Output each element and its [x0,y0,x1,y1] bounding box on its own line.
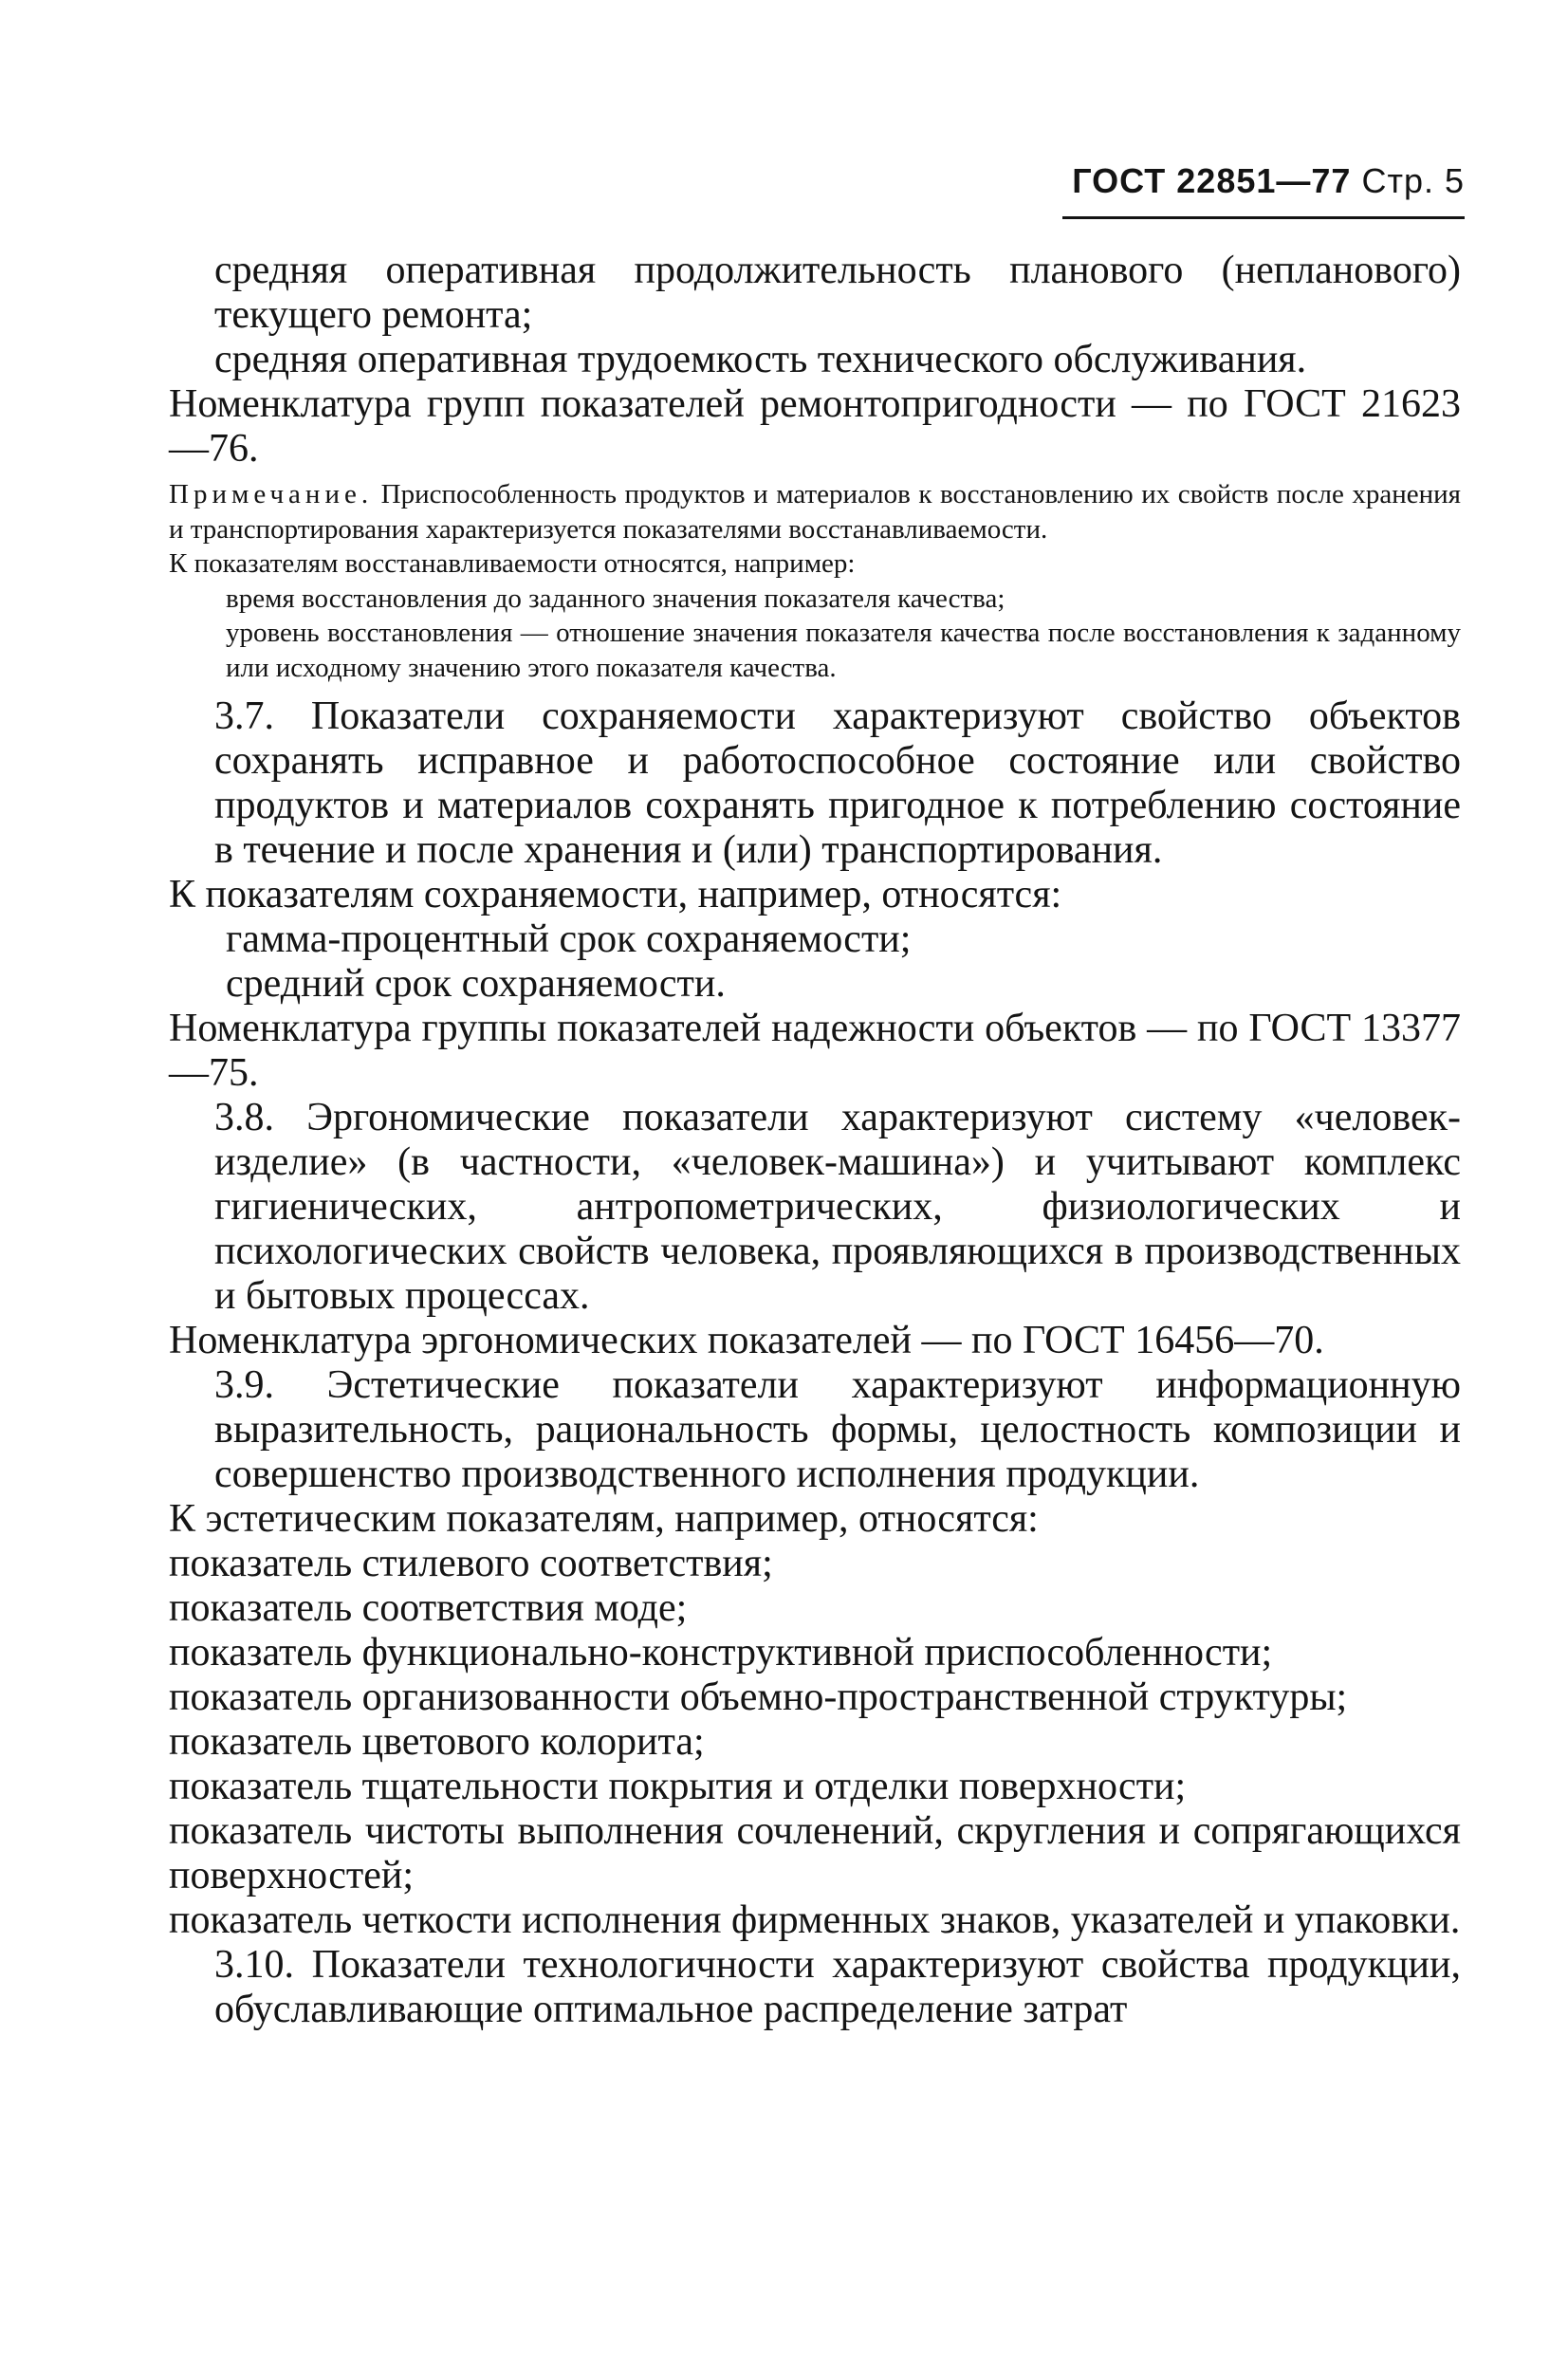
note-paragraph: К показателям восстанавливаемости относятся, например: [169,548,856,579]
list-item: показатель функционально-конструктивной приспособленности; [169,1631,1273,1675]
list-item: показатель стилевого соответствия; [169,1542,773,1585]
page-number: Стр. 5 [1361,161,1465,200]
paragraph: Номенклатура эргономических показателей — по ГОСТ 16456—70. [169,1319,1324,1362]
note-list-item: уровень восстановления — отношение значения показателя качества после восстановления к заданному или исходному значению этого показателя качества. [226,618,1461,683]
list-item: показатель чистоты выполнения сочленений, скругления и сопрягающихся поверхностей; [169,1809,1461,1897]
header-divider [1062,216,1465,219]
section-3-9: 3.9. Эстетические показатели характеризуют информационную выразительность, рациональность формы, целостность композиции и совершенство производственного исполнения продукции. [214,1363,1461,1496]
note-list-item: время восстановления до заданного значения показателя качества; [226,583,1005,614]
note-label: Примечание. [169,479,374,509]
note-text: Приспособленность продуктов и материалов к восстановлению их свойств после хранения и транспортирования характеризуется показателями восстанавливаемости. [169,479,1462,545]
paragraph: средняя оперативная продолжительность планового (непланового) текущего ремонта; [214,249,1461,337]
list-item: показатель соответствия моде; [169,1586,688,1630]
document-body [169,249,1461,2032]
list-item: гамма-процентный срок сохраняемости; [226,917,912,961]
list-item: средний срок сохраняемости. [226,962,726,1006]
paragraph: К показателям сохраняемости, например, относятся: [169,873,1062,916]
note-paragraph [169,477,1461,546]
section-3-10: 3.10. Показатели технологичности характеризуют свойства продукции, обуславливающие оптимальное распределение затрат [214,1943,1461,2031]
paragraph: К эстетическим показателям, например, относятся: [169,1497,1039,1541]
section-3-8: 3.8. Эргономические показатели характеризуют систему «человек-изделие» (в частности, «человек-машина») и учитывают комплекс гигиенических, антропометрических, физиологических и психологических свойств человека, проявляющихся в производственных и бытовых процессах. [214,1096,1461,1318]
paragraph: Номенклатура групп показателей ремонтопригодности — по ГОСТ 21623—76. [169,382,1461,471]
paragraph: Номенклатура группы показателей надежности объектов — по ГОСТ 13377—75. [169,1007,1461,1095]
section-3-7: 3.7. Показатели сохраняемости характеризуют свойство объектов сохранять исправное и работоспособное состояние или свойство продуктов и материалов сохранять пригодное к потреблению состояние в течение и после хранения и (или) транспортирования. [214,694,1461,872]
list-item: показатель четкости исполнения фирменных знаков, указателей и упаковки. [169,1898,1461,1942]
paragraph: средняя оперативная трудоемкость технического обслуживания. [214,338,1307,381]
list-item: показатель организованности объемно-пространственной структуры; [169,1675,1348,1719]
list-item: показатель тщательности покрытия и отделки поверхности; [169,1765,1187,1808]
list-item: показатель цветового колорита; [169,1720,705,1764]
standard-number: ГОСТ 22851—77 [1072,161,1352,200]
page-header [1062,161,1465,201]
